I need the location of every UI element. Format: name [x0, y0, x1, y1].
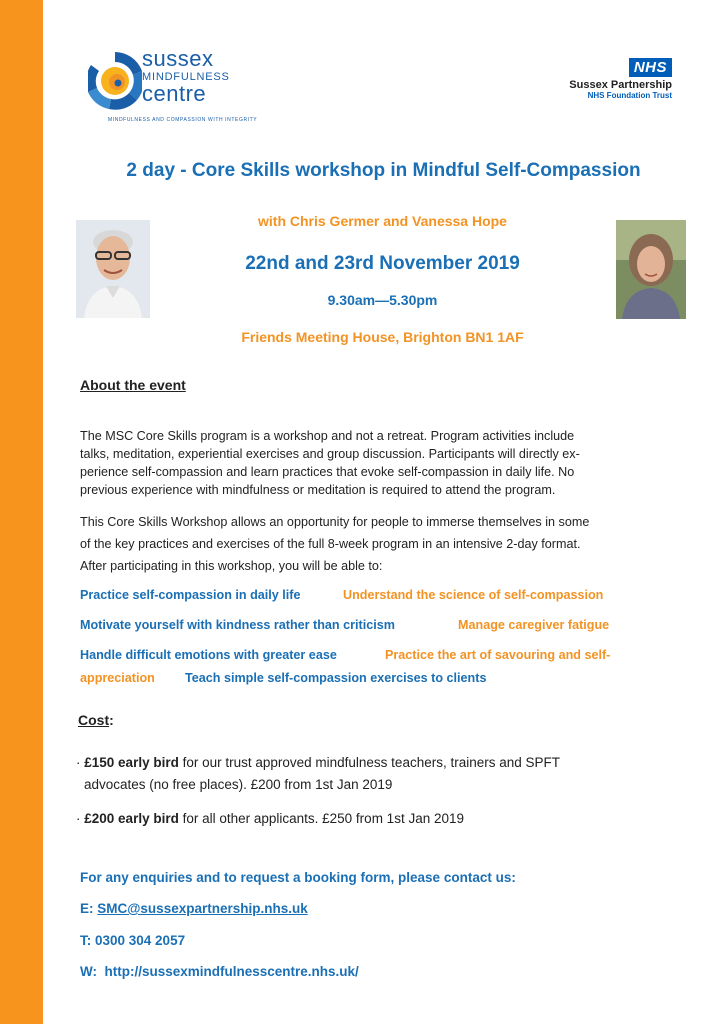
- cost-2-price: £200 early bird: [84, 811, 179, 826]
- about-p2-line: After participating in this workshop, you will be able to:: [80, 559, 383, 573]
- cost-1-text: for our trust approved mindfulness teachers, trainers and SPFT: [178, 755, 561, 770]
- nhs-logo: [569, 58, 672, 100]
- smc-line-2: MINDFULNESS: [142, 71, 230, 83]
- smc-line-1: sussex: [142, 46, 214, 71]
- benefit-item: Teach simple self-compassion exercises to clients: [185, 671, 487, 685]
- web-link[interactable]: http://sussexmindfulnesscentre.nhs.uk/: [104, 964, 359, 979]
- about-paragraph-2: [80, 511, 680, 577]
- about-p1-line: perience self-compassion and learn practices that evoke self-compassion in daily life. No: [80, 465, 575, 479]
- cost-heading-colon: :: [109, 712, 114, 728]
- smc-tagline: MINDFULNESS AND COMPASSION WITH INTEGRITY: [108, 117, 258, 123]
- nhs-badge: NHS: [629, 58, 672, 77]
- nhs-trust-name: NHS Foundation Trust: [587, 91, 672, 100]
- about-p1-line: previous experience with mindfulness or meditation is required to attend the program.: [80, 483, 556, 497]
- about-heading: About the event: [80, 377, 186, 393]
- benefit-item: appreciation: [80, 671, 155, 685]
- event-date: 22nd and 23rd November 2019: [245, 253, 520, 274]
- cost-2-text: for all other applicants. £250 from 1st Jan 2019: [178, 811, 464, 826]
- smc-logo: [88, 48, 258, 128]
- web-label: W:: [80, 964, 105, 979]
- about-paragraph-1: [80, 427, 680, 499]
- cost-1-line-2: advocates (no free places). £200 from 1st Jan 2019: [84, 777, 393, 792]
- cost-heading-text: Cost: [78, 712, 110, 728]
- smc-wordmark: [142, 48, 230, 105]
- cost-item-2: [76, 808, 676, 830]
- contact-email-row: [80, 901, 308, 916]
- email-link[interactable]: SMC@sussexpartnership.nhs.uk: [97, 901, 308, 916]
- presenters-line: with Chris Germer and Vanessa Hope: [258, 213, 507, 229]
- about-p1-line: The MSC Core Skills program is a workshop and not a retreat. Program activities include: [80, 429, 575, 443]
- email-label: E:: [80, 901, 98, 916]
- benefit-item: Understand the science of self-compassion: [343, 588, 604, 602]
- benefit-item: Manage caregiver fatigue: [458, 618, 610, 632]
- contact-intro: For any enquiries and to request a booking form, please contact us:: [80, 870, 516, 885]
- benefit-item: Motivate yourself with kindness rather than criticism: [80, 618, 395, 632]
- event-title: 2 day - Core Skills workshop in Mindful Self-Compassion: [126, 160, 641, 181]
- contact-web-row: [80, 964, 359, 979]
- event-time: 9.30am—5.30pm: [327, 292, 438, 308]
- event-venue: Friends Meeting House, Brighton BN1 1AF: [241, 329, 524, 345]
- presenter-photo-right: [616, 220, 686, 319]
- bullet: ·: [76, 755, 81, 770]
- benefit-item: Practice self-compassion in daily life: [80, 588, 301, 602]
- nhs-org-name: Sussex Partnership: [569, 79, 672, 91]
- smc-line-3: centre: [142, 81, 207, 106]
- about-p2-line: This Core Skills Workshop allows an opportunity for people to immerse themselves in some: [80, 515, 590, 529]
- about-p1-line: talks, meditation, experiential exercises and group discussion. Participants will directly ex-: [80, 447, 580, 461]
- spiral-shell-icon: [88, 48, 142, 114]
- cost-item-1: [76, 752, 676, 796]
- benefit-item: Practice the art of savouring and self-: [385, 648, 611, 662]
- cost-heading: [78, 712, 114, 728]
- about-p2-line: of the key practices and exercises of the full 8-week program in an intensive 2-day format.: [80, 537, 581, 551]
- contact-phone: T: 0300 304 2057: [80, 933, 186, 948]
- side-stripe: [0, 0, 43, 1024]
- benefit-item: Handle difficult emotions with greater ease: [80, 648, 337, 662]
- bullet: ·: [76, 811, 81, 826]
- presenter-photo-left: [76, 220, 150, 318]
- cost-1-price: £150 early bird: [84, 755, 179, 770]
